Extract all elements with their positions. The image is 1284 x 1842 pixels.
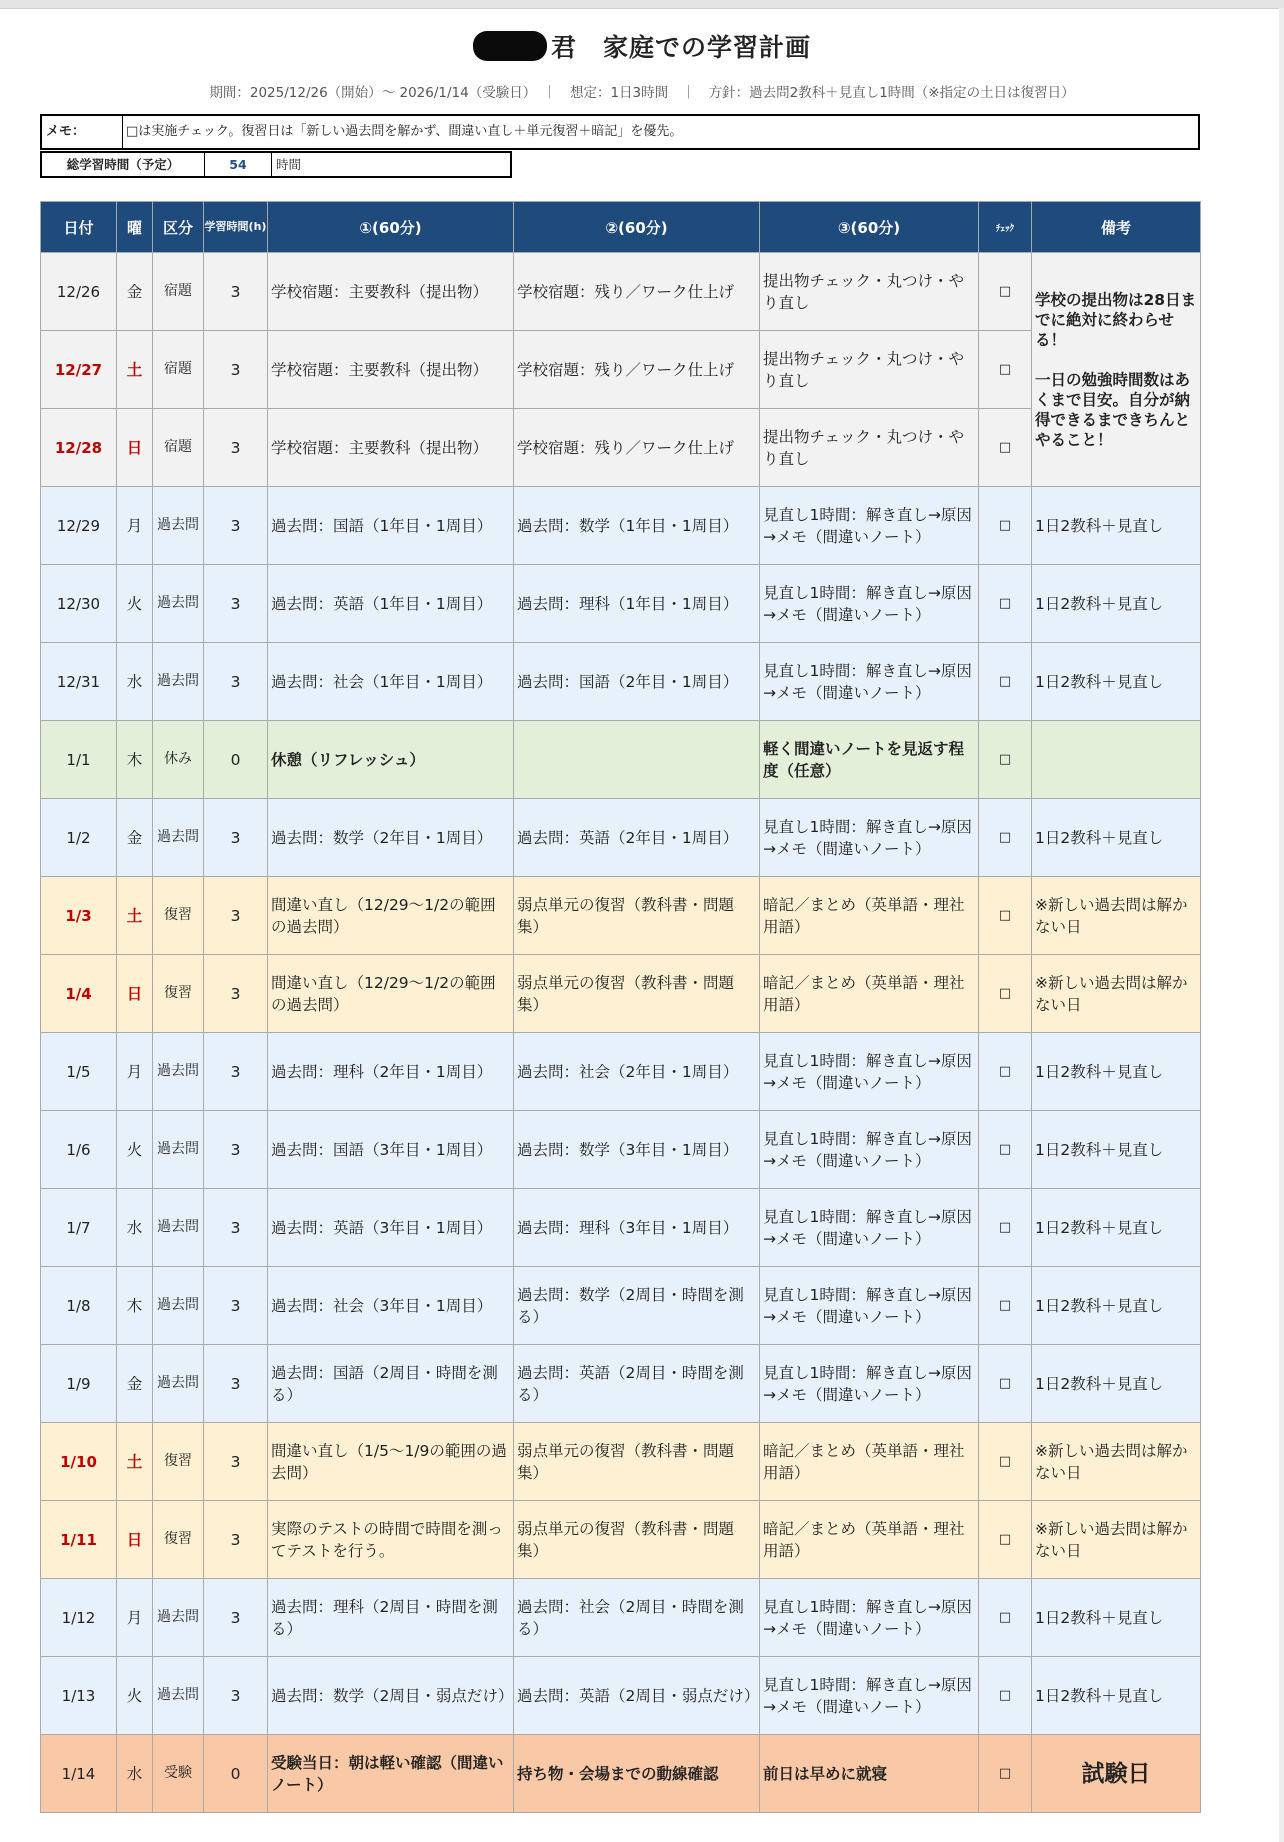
check-box-cell[interactable]: □ bbox=[979, 1111, 1032, 1189]
hours-cell: 3 bbox=[204, 487, 268, 565]
table-row bbox=[41, 799, 1201, 877]
table-row bbox=[41, 1345, 1201, 1423]
date-cell: 1/11 bbox=[41, 1501, 117, 1579]
category-cell: 過去問 bbox=[153, 1579, 204, 1657]
check-box-cell[interactable]: □ bbox=[979, 1189, 1032, 1267]
hours-cell: 3 bbox=[204, 1111, 268, 1189]
slot1-cell: 間違い直し（1/5〜1/9の範囲の過去問） bbox=[268, 1423, 514, 1501]
weekday-cell: 土 bbox=[117, 1423, 153, 1501]
weekday-cell: 木 bbox=[117, 1267, 153, 1345]
weekday-cell: 日 bbox=[117, 1501, 153, 1579]
date-cell: 12/30 bbox=[41, 565, 117, 643]
date-cell: 1/13 bbox=[41, 1657, 117, 1735]
date-cell: 1/14 bbox=[41, 1735, 117, 1813]
weekday-cell: 火 bbox=[117, 1657, 153, 1735]
category-cell: 過去問 bbox=[153, 565, 204, 643]
note-cell: 1日2教科＋見直し bbox=[1032, 565, 1201, 643]
weekday-cell: 日 bbox=[117, 955, 153, 1033]
table-row bbox=[41, 877, 1201, 955]
hours-cell: 3 bbox=[204, 409, 268, 487]
slot3-cell: 見直し1時間：解き直し→原因→メモ（間違いノート） bbox=[760, 487, 979, 565]
slot1-cell: 過去問：国語（1年目・1周目） bbox=[268, 487, 514, 565]
slot1-cell: 学校宿題：主要教科（提出物） bbox=[268, 409, 514, 487]
slot1-cell: 過去問：理科（2周目・時間を測る） bbox=[268, 1579, 514, 1657]
slot3-cell: 見直し1時間：解き直し→原因→メモ（間違いノート） bbox=[760, 799, 979, 877]
date-cell: 1/9 bbox=[41, 1345, 117, 1423]
slot3-cell: 見直し1時間：解き直し→原因→メモ（間違いノート） bbox=[760, 1111, 979, 1189]
col-header-note: 備考 bbox=[1032, 202, 1201, 253]
check-box-cell[interactable]: □ bbox=[979, 1501, 1032, 1579]
slot3-cell: 暗記／まとめ（英単語・理社用語） bbox=[760, 1501, 979, 1579]
col-header-hours: 学習時間(h) bbox=[204, 202, 268, 253]
slot2-cell: 過去問：英語（2周目・弱点だけ） bbox=[514, 1657, 760, 1735]
col-header-check: ﾁｪｯｸ bbox=[979, 202, 1032, 253]
hours-cell: 3 bbox=[204, 1579, 268, 1657]
note-cell: ※新しい過去問は解かない日 bbox=[1032, 877, 1201, 955]
total-hours-label: 総学習時間（予定） bbox=[42, 153, 205, 176]
total-hours-box bbox=[40, 151, 512, 178]
check-box-cell[interactable]: □ bbox=[979, 955, 1032, 1033]
hours-cell: 3 bbox=[204, 877, 268, 955]
category-cell: 復習 bbox=[153, 1423, 204, 1501]
check-box-cell[interactable]: □ bbox=[979, 565, 1032, 643]
weekday-cell: 水 bbox=[117, 1735, 153, 1813]
table-row bbox=[41, 955, 1201, 1033]
category-cell: 復習 bbox=[153, 877, 204, 955]
category-cell: 宿題 bbox=[153, 331, 204, 409]
category-cell: 過去問 bbox=[153, 1189, 204, 1267]
date-cell: 1/5 bbox=[41, 1033, 117, 1111]
slot1-cell: 過去問：国語（3年目・1周目） bbox=[268, 1111, 514, 1189]
page-title bbox=[0, 28, 1284, 64]
slot2-cell: 学校宿題：残り／ワーク仕上げ bbox=[514, 331, 760, 409]
slot2-cell: 過去問：理科（3年目・1周目） bbox=[514, 1189, 760, 1267]
slot2-cell: 過去問：数学（3年目・1周目） bbox=[514, 1111, 760, 1189]
hours-cell: 3 bbox=[204, 1033, 268, 1111]
date-cell: 1/3 bbox=[41, 877, 117, 955]
note-cell: ※新しい過去問は解かない日 bbox=[1032, 1423, 1201, 1501]
weekday-cell: 水 bbox=[117, 643, 153, 721]
note-cell: ※新しい過去問は解かない日 bbox=[1032, 1501, 1201, 1579]
slot3-cell: 暗記／まとめ（英単語・理社用語） bbox=[760, 1423, 979, 1501]
slot3-cell: 見直し1時間：解き直し→原因→メモ（間違いノート） bbox=[760, 565, 979, 643]
weekday-cell: 土 bbox=[117, 877, 153, 955]
slot2-cell: 過去問：数学（2周目・時間を測る） bbox=[514, 1267, 760, 1345]
slot2-cell: 過去問：英語（2周目・時間を測る） bbox=[514, 1345, 760, 1423]
slot2-cell: 過去問：数学（1年目・1周目） bbox=[514, 487, 760, 565]
slot1-cell: 過去問：英語（1年目・1周目） bbox=[268, 565, 514, 643]
date-cell: 12/26 bbox=[41, 253, 117, 331]
date-cell: 12/29 bbox=[41, 487, 117, 565]
table-row bbox=[41, 409, 1201, 487]
check-box-cell[interactable]: □ bbox=[979, 1735, 1032, 1813]
viewer-right-edge bbox=[1279, 8, 1284, 1842]
slot2-cell bbox=[514, 721, 760, 799]
date-cell: 1/8 bbox=[41, 1267, 117, 1345]
viewer-top-edge bbox=[0, 0, 1284, 9]
table-row bbox=[41, 565, 1201, 643]
note-cell: 1日2教科＋見直し bbox=[1032, 1189, 1201, 1267]
slot2-cell: 過去問：理科（1年目・1周目） bbox=[514, 565, 760, 643]
slot1-cell: 受験当日：朝は軽い確認（間違いノート） bbox=[268, 1735, 514, 1813]
slot3-cell: 見直し1時間：解き直し→原因→メモ（間違いノート） bbox=[760, 1345, 979, 1423]
note-cell: 1日2教科＋見直し bbox=[1032, 487, 1201, 565]
slot3-cell: 見直し1時間：解き直し→原因→メモ（間違いノート） bbox=[760, 1267, 979, 1345]
hours-cell: 3 bbox=[204, 799, 268, 877]
table-row bbox=[41, 253, 1201, 331]
total-hours-value[interactable]: 54 bbox=[205, 153, 272, 176]
hours-cell: 3 bbox=[204, 1501, 268, 1579]
hours-cell: 0 bbox=[204, 721, 268, 799]
weekday-cell: 金 bbox=[117, 799, 153, 877]
category-cell: 宿題 bbox=[153, 253, 204, 331]
check-box-cell[interactable]: □ bbox=[979, 253, 1032, 331]
hours-cell: 3 bbox=[204, 253, 268, 331]
note-cell: 試験日 bbox=[1032, 1735, 1201, 1813]
note-cell bbox=[1032, 721, 1201, 799]
check-box-cell[interactable]: □ bbox=[979, 799, 1032, 877]
total-hours-unit: 時間 bbox=[276, 157, 302, 172]
slot1-cell: 学校宿題：主要教科（提出物） bbox=[268, 253, 514, 331]
memo-box bbox=[40, 114, 1200, 150]
weekday-cell: 月 bbox=[117, 1033, 153, 1111]
category-cell: 復習 bbox=[153, 1501, 204, 1579]
check-box-cell[interactable]: □ bbox=[979, 1267, 1032, 1345]
slot2-cell: 過去問：社会（2年目・1周目） bbox=[514, 1033, 760, 1111]
slot3-cell: 暗記／まとめ（英単語・理社用語） bbox=[760, 877, 979, 955]
table-header-row bbox=[41, 202, 1201, 253]
table-row bbox=[41, 487, 1201, 565]
date-cell: 1/4 bbox=[41, 955, 117, 1033]
weekday-cell: 火 bbox=[117, 1111, 153, 1189]
slot3-cell: 見直し1時間：解き直し→原因→メモ（間違いノート） bbox=[760, 1189, 979, 1267]
slot1-cell: 学校宿題：主要教科（提出物） bbox=[268, 331, 514, 409]
hours-cell: 3 bbox=[204, 1189, 268, 1267]
table-row bbox=[41, 1423, 1201, 1501]
weekday-cell: 木 bbox=[117, 721, 153, 799]
slot1-cell: 間違い直し（12/29〜1/2の範囲の過去問） bbox=[268, 877, 514, 955]
slot2-cell: 過去問：国語（2年目・1周目） bbox=[514, 643, 760, 721]
date-cell: 1/7 bbox=[41, 1189, 117, 1267]
hours-cell: 0 bbox=[204, 1735, 268, 1813]
table-row bbox=[41, 643, 1201, 721]
date-cell: 12/27 bbox=[41, 331, 117, 409]
merged-note-cell: 学校の提出物は28日までに絶対に終わらせる！ 一日の勉強時間数はあくまで目安。自分が納得できるまできちんとやること！ bbox=[1032, 253, 1201, 487]
weekday-cell: 月 bbox=[117, 1579, 153, 1657]
category-cell: 宿題 bbox=[153, 409, 204, 487]
hours-cell: 3 bbox=[204, 1423, 268, 1501]
category-cell: 受験 bbox=[153, 1735, 204, 1813]
category-cell: 過去問 bbox=[153, 487, 204, 565]
date-cell: 1/2 bbox=[41, 799, 117, 877]
slot3-cell: 見直し1時間：解き直し→原因→メモ（間違いノート） bbox=[760, 1579, 979, 1657]
check-box-cell[interactable]: □ bbox=[979, 643, 1032, 721]
col-header-dow: 曜 bbox=[117, 202, 153, 253]
hours-cell: 3 bbox=[204, 643, 268, 721]
slot1-cell: 過去問：数学（2周目・弱点だけ） bbox=[268, 1657, 514, 1735]
table-row bbox=[41, 1111, 1201, 1189]
memo-label: メモ： bbox=[42, 116, 123, 148]
category-cell: 過去問 bbox=[153, 643, 204, 721]
col-header-slot2: ②(60分) bbox=[514, 202, 760, 253]
slot2-cell: 過去問：社会（2周目・時間を測る） bbox=[514, 1579, 760, 1657]
check-box-cell[interactable]: □ bbox=[979, 409, 1032, 487]
weekday-cell: 金 bbox=[117, 253, 153, 331]
check-box-cell[interactable]: □ bbox=[979, 1657, 1032, 1735]
hours-cell: 3 bbox=[204, 331, 268, 409]
slot1-cell: 休憩（リフレッシュ） bbox=[268, 721, 514, 799]
slot1-cell: 実際のテストの時間で時間を測ってテストを行う。 bbox=[268, 1501, 514, 1579]
date-cell: 12/28 bbox=[41, 409, 117, 487]
category-cell: 過去問 bbox=[153, 1345, 204, 1423]
slot2-cell: 弱点単元の復習（教科書・問題集） bbox=[514, 1423, 760, 1501]
check-box-cell[interactable]: □ bbox=[979, 1579, 1032, 1657]
title-text: 君 家庭での学習計画 bbox=[550, 33, 811, 62]
hours-cell: 3 bbox=[204, 1657, 268, 1735]
slot2-cell: 持ち物・会場までの動線確認 bbox=[514, 1735, 760, 1813]
date-cell: 1/6 bbox=[41, 1111, 117, 1189]
slot1-cell: 過去問：社会（1年目・1周目） bbox=[268, 643, 514, 721]
col-header-date: 日付 bbox=[41, 202, 117, 253]
note-cell: 1日2教科＋見直し bbox=[1032, 1267, 1201, 1345]
memo-text: □は実施チェック。復習日は「新しい過去問を解かず、間違い直し＋単元復習＋暗記」を優先。 bbox=[126, 124, 683, 139]
slot3-cell: 見直し1時間：解き直し→原因→メモ（間違いノート） bbox=[760, 1033, 979, 1111]
table-row bbox=[41, 1735, 1201, 1813]
category-cell: 過去問 bbox=[153, 799, 204, 877]
note-cell: 1日2教科＋見直し bbox=[1032, 1345, 1201, 1423]
slot1-cell: 過去問：英語（3年目・1周目） bbox=[268, 1189, 514, 1267]
slot1-cell: 過去問：国語（2周目・時間を測る） bbox=[268, 1345, 514, 1423]
col-header-kubun: 区分 bbox=[153, 202, 204, 253]
slot2-cell: 学校宿題：残り／ワーク仕上げ bbox=[514, 253, 760, 331]
table-row bbox=[41, 721, 1201, 799]
note-cell: ※新しい過去問は解かない日 bbox=[1032, 955, 1201, 1033]
table-row bbox=[41, 1033, 1201, 1111]
note-cell: 1日2教科＋見直し bbox=[1032, 1657, 1201, 1735]
col-header-slot3: ③(60分) bbox=[760, 202, 979, 253]
weekday-cell: 月 bbox=[117, 487, 153, 565]
hours-cell: 3 bbox=[204, 1345, 268, 1423]
slot3-cell: 見直し1時間：解き直し→原因→メモ（間違いノート） bbox=[760, 1657, 979, 1735]
plan-table bbox=[40, 201, 1201, 1813]
category-cell: 過去問 bbox=[153, 1657, 204, 1735]
slot1-cell: 過去問：理科（2年目・1周目） bbox=[268, 1033, 514, 1111]
date-cell: 1/10 bbox=[41, 1423, 117, 1501]
category-cell: 過去問 bbox=[153, 1033, 204, 1111]
check-box-cell[interactable]: □ bbox=[979, 1345, 1032, 1423]
check-box-cell[interactable]: □ bbox=[979, 721, 1032, 799]
table-row bbox=[41, 1501, 1201, 1579]
slot3-cell: 提出物チェック・丸つけ・やり直し bbox=[760, 409, 979, 487]
slot2-cell: 弱点単元の復習（教科書・問題集） bbox=[514, 955, 760, 1033]
check-box-cell[interactable]: □ bbox=[979, 487, 1032, 565]
slot2-cell: 弱点単元の復習（教科書・問題集） bbox=[514, 1501, 760, 1579]
note-cell: 1日2教科＋見直し bbox=[1032, 1579, 1201, 1657]
weekday-cell: 火 bbox=[117, 565, 153, 643]
slot2-cell: 過去問：英語（2年目・1周目） bbox=[514, 799, 760, 877]
slot1-cell: 間違い直し（12/29〜1/2の範囲の過去問） bbox=[268, 955, 514, 1033]
note-cell: 1日2教科＋見直し bbox=[1032, 1033, 1201, 1111]
slot3-cell: 提出物チェック・丸つけ・やり直し bbox=[760, 331, 979, 409]
slot1-cell: 過去問：数学（2年目・1周目） bbox=[268, 799, 514, 877]
table-row bbox=[41, 1267, 1201, 1345]
slot1-cell: 過去問：社会（3年目・1周目） bbox=[268, 1267, 514, 1345]
weekday-cell: 金 bbox=[117, 1345, 153, 1423]
slot3-cell: 軽く間違いノートを見返す程度（任意） bbox=[760, 721, 979, 799]
note-cell: 1日2教科＋見直し bbox=[1032, 799, 1201, 877]
category-cell: 過去問 bbox=[153, 1267, 204, 1345]
slot3-cell: 暗記／まとめ（英単語・理社用語） bbox=[760, 955, 979, 1033]
weekday-cell: 日 bbox=[117, 409, 153, 487]
slot2-cell: 弱点単元の復習（教科書・問題集） bbox=[514, 877, 760, 955]
slot3-cell: 前日は早めに就寝 bbox=[760, 1735, 979, 1813]
hours-cell: 3 bbox=[204, 565, 268, 643]
table-row bbox=[41, 1657, 1201, 1735]
category-cell: 復習 bbox=[153, 955, 204, 1033]
date-cell: 12/31 bbox=[41, 643, 117, 721]
table-row bbox=[41, 1579, 1201, 1657]
table-row bbox=[41, 331, 1201, 409]
check-box-cell[interactable]: □ bbox=[979, 877, 1032, 955]
hours-cell: 3 bbox=[204, 955, 268, 1033]
weekday-cell: 土 bbox=[117, 331, 153, 409]
redacted-name bbox=[473, 31, 547, 61]
hours-cell: 3 bbox=[204, 1267, 268, 1345]
table-row bbox=[41, 1189, 1201, 1267]
category-cell: 休み bbox=[153, 721, 204, 799]
check-box-cell[interactable]: □ bbox=[979, 1423, 1032, 1501]
date-cell: 1/12 bbox=[41, 1579, 117, 1657]
slot3-cell: 提出物チェック・丸つけ・やり直し bbox=[760, 253, 979, 331]
category-cell: 過去問 bbox=[153, 1111, 204, 1189]
period-info: 期間：2025/12/26（開始）〜 2026/1/14（受験日） ｜ 想定：1日3時間 ｜ 方針：過去問2教科＋見直し1時間（※指定の土日は復習日） bbox=[209, 85, 1075, 101]
slot3-cell: 見直し1時間：解き直し→原因→メモ（間違いノート） bbox=[760, 643, 979, 721]
note-cell: 1日2教科＋見直し bbox=[1032, 643, 1201, 721]
col-header-slot1: ①(60分) bbox=[268, 202, 514, 253]
note-cell: 1日2教科＋見直し bbox=[1032, 1111, 1201, 1189]
check-box-cell[interactable]: □ bbox=[979, 1033, 1032, 1111]
check-box-cell[interactable]: □ bbox=[979, 331, 1032, 409]
date-cell: 1/1 bbox=[41, 721, 117, 799]
slot2-cell: 学校宿題：残り／ワーク仕上げ bbox=[514, 409, 760, 487]
weekday-cell: 水 bbox=[117, 1189, 153, 1267]
